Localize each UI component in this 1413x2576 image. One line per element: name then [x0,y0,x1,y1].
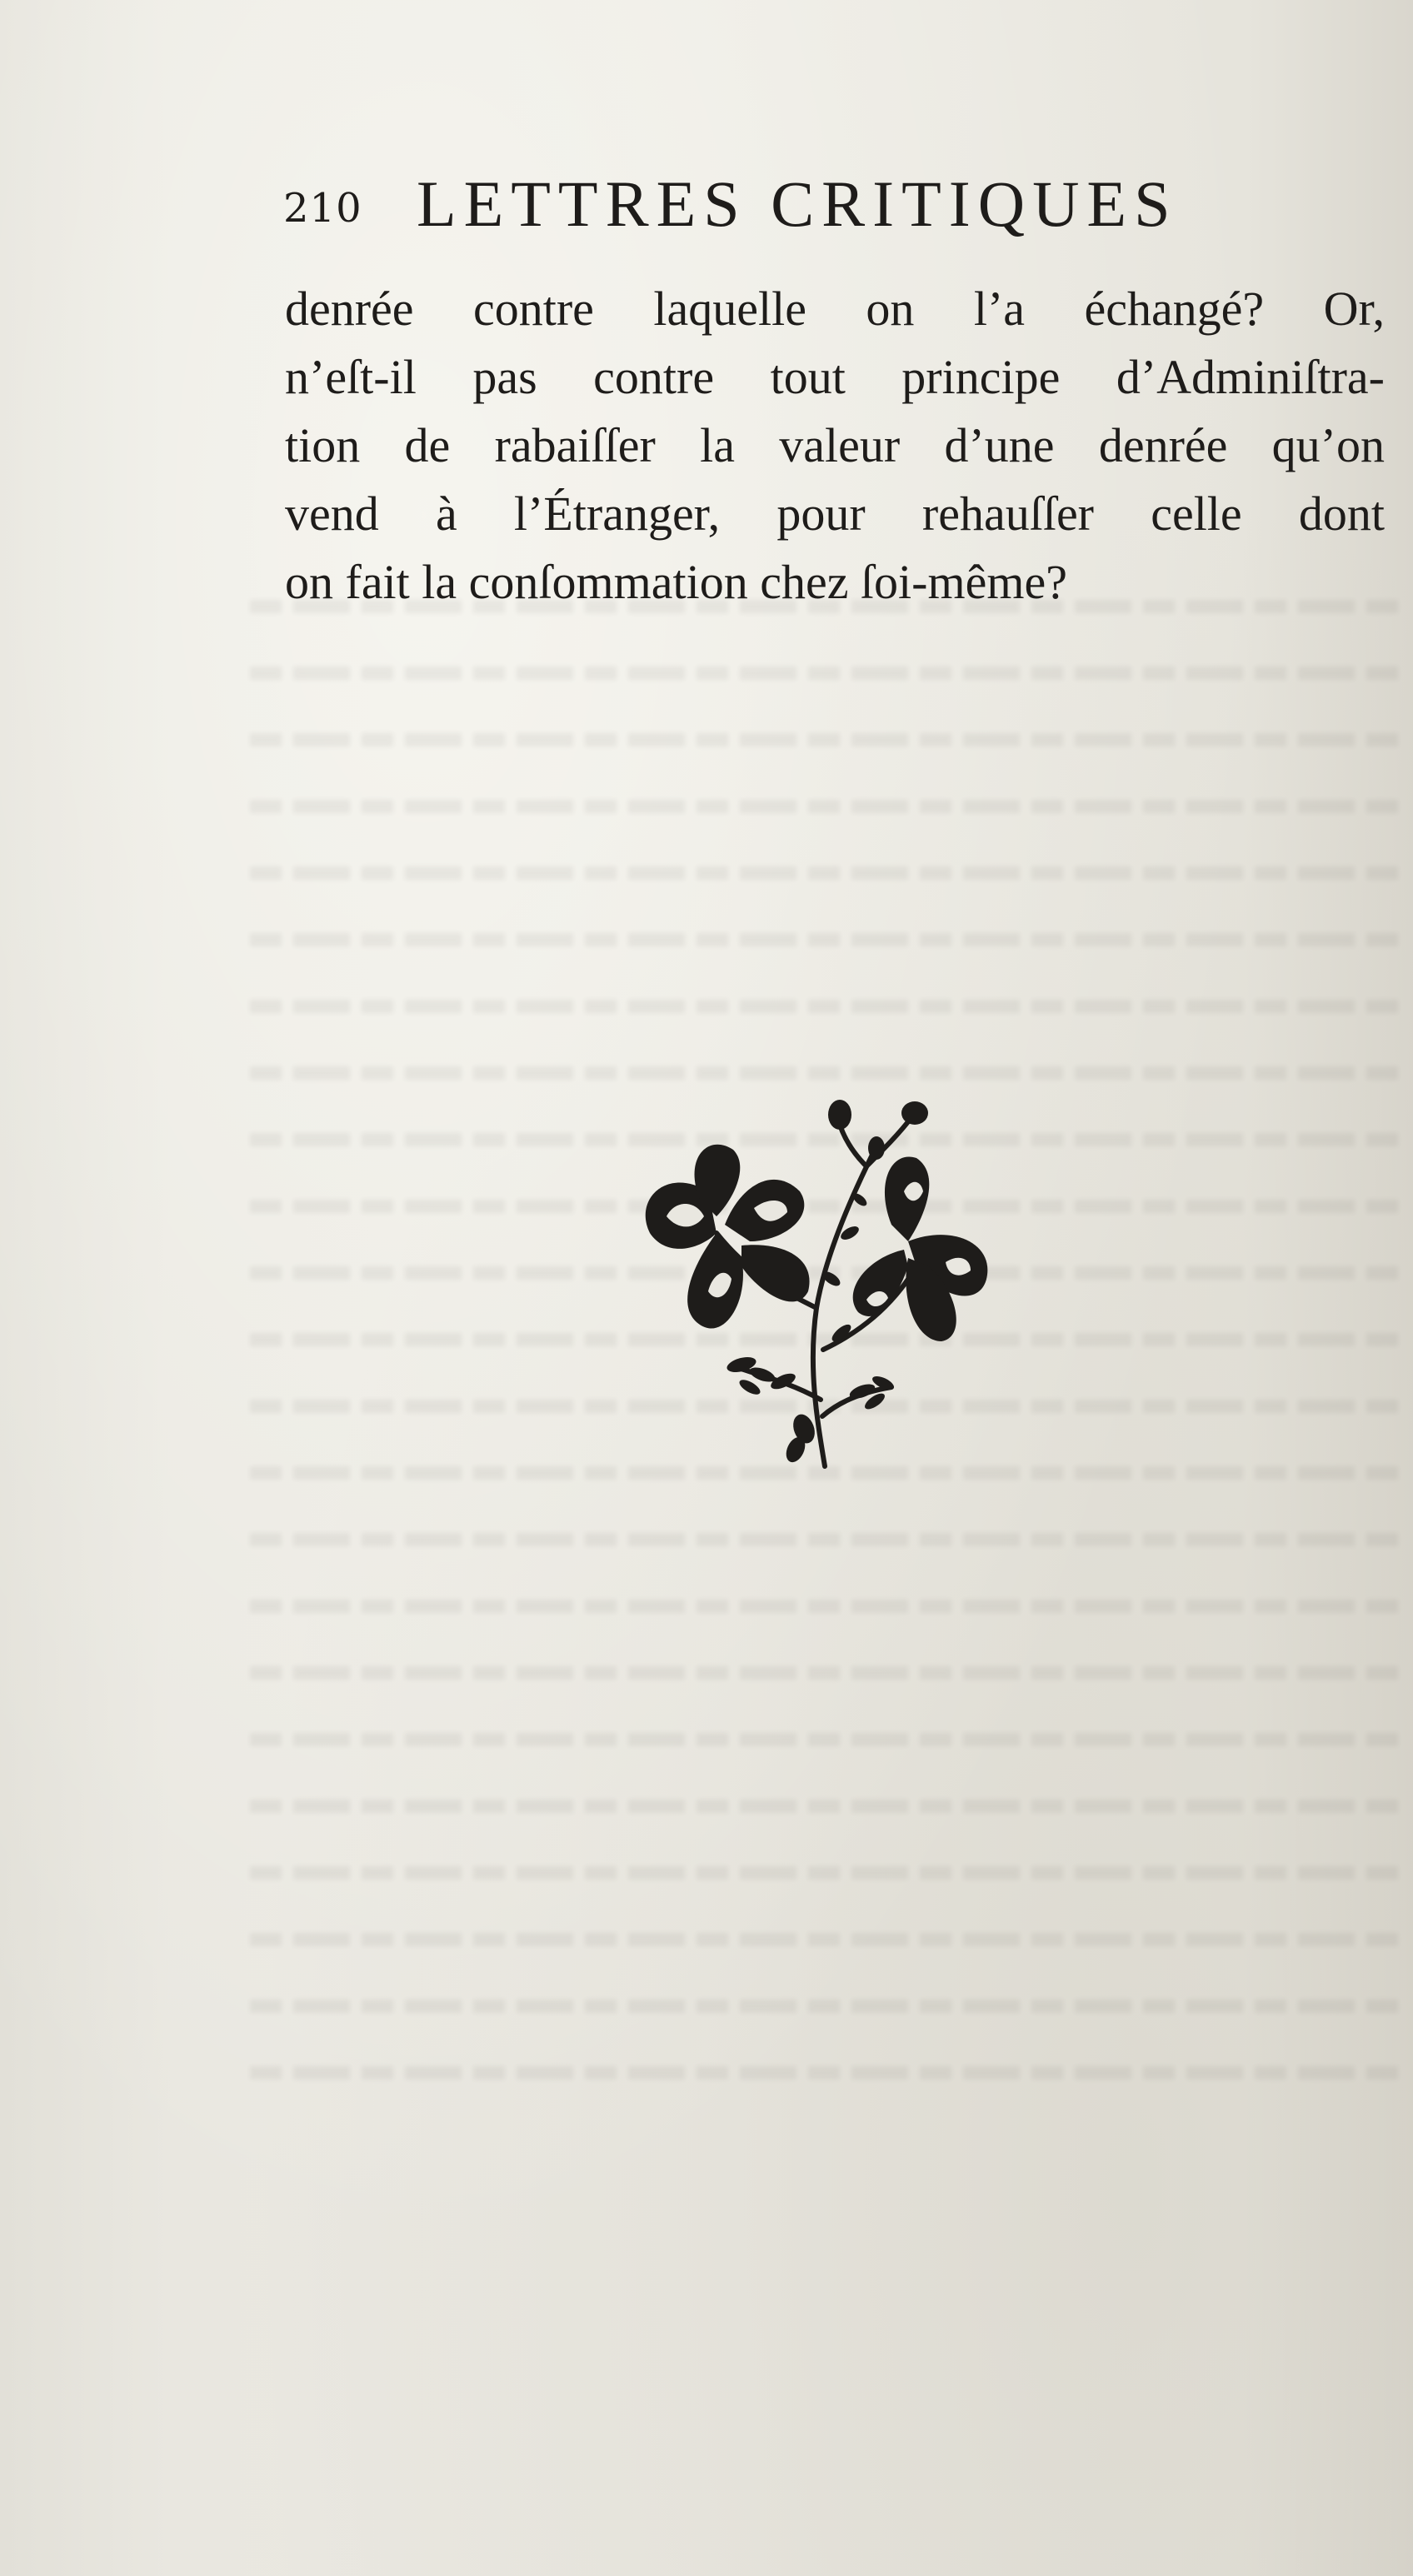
body-text [285,275,1385,617]
text-line: tion de rabaiſſer la valeur d’une denrée qu’on [285,418,1385,472]
text-line: on fait la conſommation chez ſoi-même? [285,555,1067,609]
text-line: n’eſt-il pas contre tout principe d’Adminiſtra- [285,350,1385,404]
page-header [283,167,1241,242]
floral-sprig-icon [617,1100,1016,1483]
text-line: denrée contre laquelle on l’a échangé? Or, [285,282,1385,336]
running-head: LETTRES CRITIQUES [417,167,1178,240]
text-line: vend à l’Étranger, pour rehauſſer celle dont [285,487,1385,541]
page-number: 210 [283,185,362,232]
